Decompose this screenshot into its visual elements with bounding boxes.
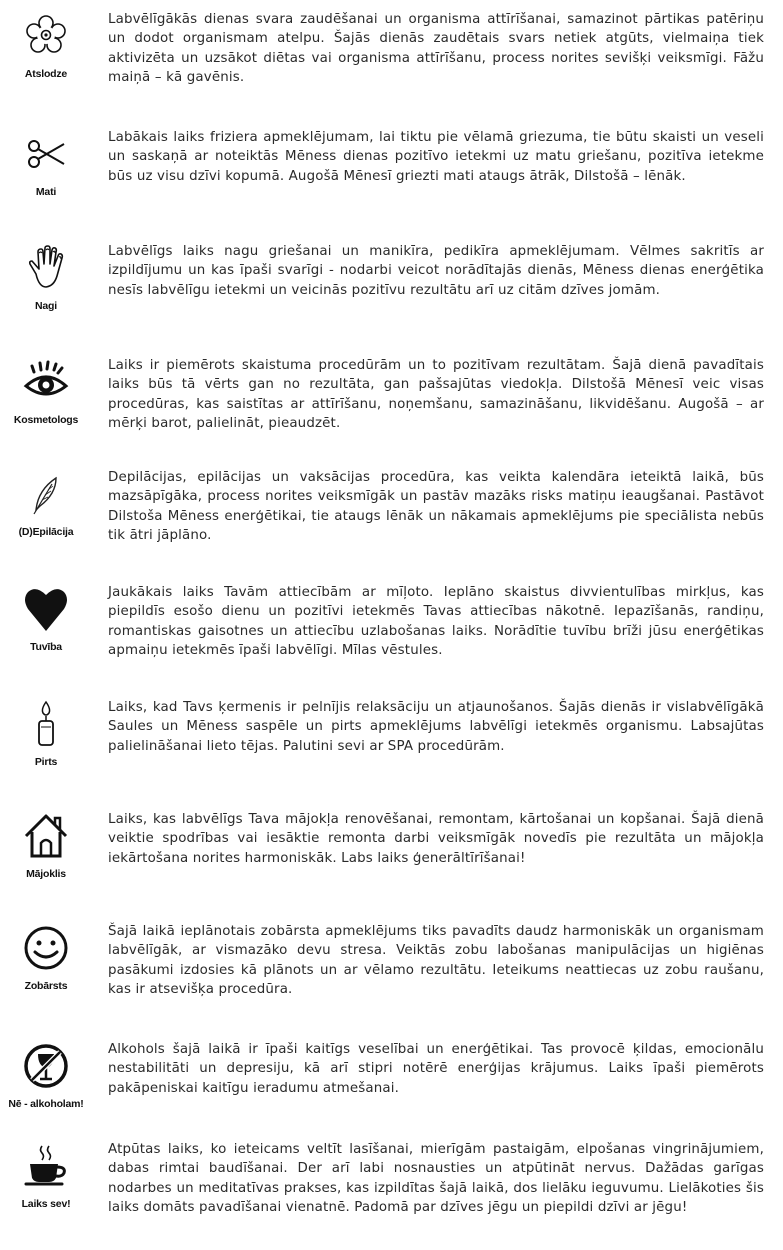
item-description: Laiks ir piemērots skaistuma procedūrām un to pozitīvam rezultātam. Šajā dienā pavadītais laiks būs tā vērts gan no rezultāta, gan pašsajūtas viedokļa. Dilstošā Mēnesī veic visas procedūras, kas saistītas ar attīrīšanu, noņemšanu, samazināšanu, likvidēšanu. Augošā – ar mērķi barot, palielināt, pieaudzēt. — [108, 358, 764, 432]
item-icon-column — [0, 583, 90, 669]
item-label: (D)Epilācija — [18, 526, 74, 538]
item-label: Tuvība — [30, 641, 62, 653]
coffee-cup-icon — [22, 1142, 70, 1190]
item-icon-column — [0, 356, 90, 442]
flower-icon — [22, 12, 70, 60]
item-description: Labvēlīgs laiks nagu griešanai un manikīra, pedikīra apmeklējumam. Vēlmes sakritīs ar izpildījumu un kas īpaši svarīgi - nodarbi veicot norādītajās dienās, Mēness dienas enerģētika nesīs labvēlīgu ietekmi un veicinās pozitīvu rezultātu arī uz citām dzīves jomām. — [108, 244, 764, 298]
item-label: Atslodze — [24, 68, 68, 80]
item-label: Mājoklis — [26, 868, 66, 880]
item-icon-column — [0, 1040, 90, 1126]
item-icon-column — [0, 1140, 90, 1226]
item-label: Nē - alkoholam! — [8, 1098, 84, 1110]
candle-icon — [22, 700, 70, 748]
item-description: Laiks, kad Tavs ķermenis ir pelnījis relaksāciju un atjaunošanos. Šajās dienās ir vislabvēlīgākā Saules un Mēness saspēle un pirts apmeklējums labvēlīgi ietekmēs organismu. Labsajūtas palielināšanai lieto tējas. Palutini sevi ar SPA procedūrām. — [108, 700, 764, 754]
house-icon — [22, 812, 70, 860]
item-description: Laiks, kas labvēlīgs Tava mājokļa renovēšanai, remontam, kārtošanai un kopšanai. Šajā dienā veiktie spodrības vai iesāktie remonta darbi veiksmīgāk novedīs pie rezultāta un mājokļa iekārtošana norites harmoniskāk. Labs laiks ģenerāltīrīšanai! — [108, 812, 764, 866]
item-icon-column — [0, 698, 90, 784]
no-alcohol-icon — [22, 1042, 70, 1090]
item-icon-column — [0, 242, 90, 328]
item-description: Depilācijas, epilācijas un vaksācijas procedūra, kas veikta kalendāra ieteiktā laikā, būs mazsāpīgāka, process norites veiksmīgāk un pastāv mazāks risks matiņu ieaugšanai. Pastāvot Dilstoša Mēness enerģētikai, tie ataugs lēnāk un nākamais apmeklējums pie speciālista nebūs tik ātri jāplāno. — [108, 470, 764, 544]
item-description: Jaukākais laiks Tavām attiecībām ar mīļoto. Ieplāno skaistus divvientulības mirkļus, kas piepildīs esošo dienu un pozitīvi ietekmēs Tavas attiecības nākotnē. Iepazīšanās, randiņu, romantiskas gaisotnes un attiecību uzlabošanas laiks. Norādītie tuvību brīži jūsu enerģētikas apmaiņu ietekmēs īpaši labvēlīgi. Mīlas vēstules. — [108, 585, 764, 659]
smiley-icon — [22, 924, 70, 972]
item-description: Alkohols šajā laikā ir īpaši kaitīgs veselībai un enerģētikai. Tas provocē ķildas, emocionālu nestabilitāti un depresiju, kā arī stipri notērē enerģijas krājumus. Laiks īpaši piemērots pakāpeniskai kaitīgu ieradumu atmešanai. — [108, 1042, 764, 1096]
item-label: Laiks sev! — [21, 1198, 71, 1210]
item-label: Pirts — [34, 756, 58, 768]
scissors-icon — [22, 130, 70, 178]
item-label: Zobārsts — [24, 980, 68, 992]
item-label: Nagi — [35, 300, 57, 312]
item-description: Šajā laikā ieplānotais zobārsta apmeklējums tiks pavadīts daudz harmoniskāk un organismam labvēlīgāk, ar vismazāko devu stresa. Veiktās zobu labošanas manipulācijas un higiēnas pasākumi izdosies kā plānots un ar vēlamo rezultātu. Ieteikums neattiecas uz zobu raušanu, kas ir atsevišķa procedūra. — [108, 924, 764, 998]
item-description: Atpūtas laiks, ko ieteicams veltīt lasīšanai, mierīgām pastaigām, elpošanas vingrinājumiem, dabas rimtai baudīšanai. Der arī labi nosnausties un atpūtināt nervus. Dažādas garīgas nodarbes un meditatīvas prakses, kas izpildītas šajā laikā, dos lielāku ieguvumu. Lielākoties šis laiks domāts pavadīšanai vienatnē. Padomā par dzīves jēgu un piepildi dzīvi ar jēgu! — [108, 1142, 764, 1216]
item-icon-column — [0, 922, 90, 1008]
eye-icon — [22, 358, 70, 406]
item-icon-column — [0, 810, 90, 896]
item-description: Labākais laiks friziera apmeklējumam, lai tiktu pie vēlamā griezuma, tie būtu skaisti un veseli un saskaņā ar noteiktās Mēness dienas pozitīvo ietekmi uz matu griešanu, pozitīva ietekme būs uz visu dzīvi kopumā. Augošā Mēnesī griezti mati ataugs ātrāk, Dilstošā – lēnāk. — [108, 130, 764, 184]
feather-icon — [22, 470, 70, 518]
heart-icon — [22, 585, 70, 633]
item-label: Mati — [35, 186, 57, 198]
item-icon-column — [0, 10, 90, 96]
item-label: Kosmetologs — [13, 414, 79, 426]
hand-icon — [22, 244, 70, 292]
item-description: Labvēlīgākās dienas svara zaudēšanai un organisma attīrīšanai, samazinot pārtikas patēriņu un dodot organismam atelpu. Šajās dienās zaudētais svars netiek atgūts, vielmaiņa tiek aktivizēta un uzsākot diētas vai organisma attīrīšanu, process norites sevišķi veiksmīgi. Fāžu maiņā – kā gavēnis. — [108, 12, 764, 86]
item-icon-column — [0, 468, 90, 554]
item-icon-column — [0, 128, 90, 214]
